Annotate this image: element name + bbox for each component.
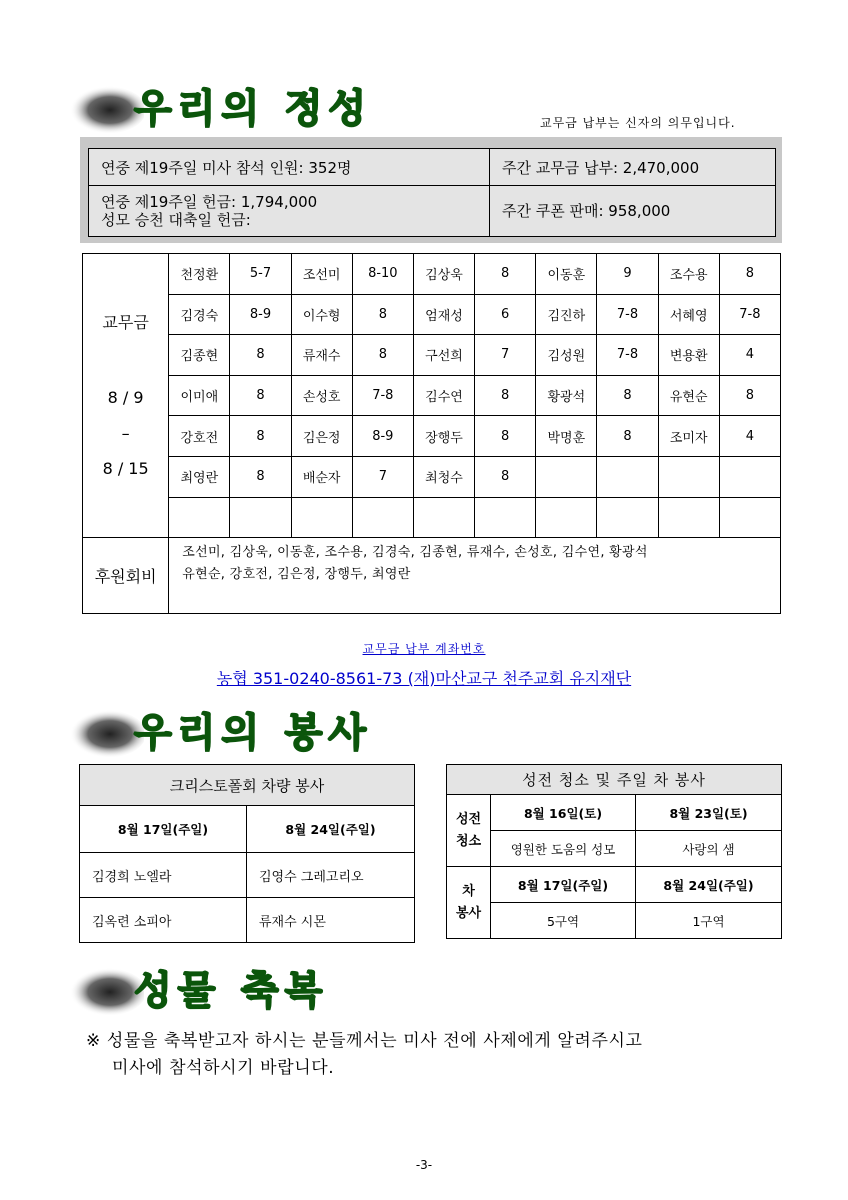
month-range: 8 — [230, 416, 291, 457]
month-range — [352, 497, 413, 538]
month-range — [230, 497, 291, 538]
volunteer-name: 김옥련 소피아 — [80, 898, 247, 943]
period-start: 8 / 9 — [107, 388, 144, 408]
month-range: 8 — [230, 375, 291, 416]
account-number[interactable]: 농협 351-0240-8561-73 (재)마산교구 천주교회 유지재단 — [216, 669, 632, 688]
donor-name: 배순자 — [291, 456, 352, 497]
volunteer-name: 류재수 시몬 — [247, 898, 415, 943]
month-range: 8 — [719, 254, 780, 295]
month-range: 8 — [230, 335, 291, 376]
label-line: 청소 — [455, 833, 482, 849]
month-range: 7-8 — [597, 294, 658, 335]
month-range — [719, 456, 780, 497]
label-line: 차 — [462, 883, 475, 899]
month-range: 8 — [352, 294, 413, 335]
month-range: 8 — [352, 335, 413, 376]
cleaning-service-table — [446, 764, 782, 939]
donor-name: 천정환 — [169, 254, 230, 295]
smudge-icon — [62, 708, 144, 758]
table-row — [83, 294, 781, 335]
donor-name: 강호전 — [169, 416, 230, 457]
month-range: 8 — [597, 416, 658, 457]
table-title: 성전 청소 및 주일 차 봉사 — [447, 765, 782, 795]
donor-name: 손성호 — [291, 375, 352, 416]
donor-name: 김종현 — [169, 335, 230, 376]
table-row — [83, 497, 781, 538]
donor-name: 이미애 — [169, 375, 230, 416]
date-header: 8월 23일(토) — [636, 795, 782, 831]
weekly-dues-cell: 주간 교무금 납부: 2,470,000 — [490, 149, 776, 186]
donor-name: 김진하 — [536, 294, 597, 335]
donor-name: 장행두 — [413, 416, 474, 457]
date-header: 8월 24일(주일) — [247, 806, 415, 853]
section-header-service — [62, 700, 382, 760]
sponsor-names — [169, 538, 781, 614]
sponsor-row — [83, 538, 781, 614]
donor-name: 조수용 — [658, 254, 719, 295]
month-range: 7-8 — [719, 294, 780, 335]
period-end: 8 / 15 — [102, 458, 149, 478]
donor-name: 구선희 — [413, 335, 474, 376]
donor-name: 조선미 — [291, 254, 352, 295]
offering-period-cell — [83, 254, 169, 538]
vehicle-service-table — [79, 764, 415, 943]
month-range: 8-10 — [352, 254, 413, 295]
label-line: 봉사 — [455, 905, 482, 921]
donor-name — [658, 456, 719, 497]
tagline: 교무금 납부는 신자의 의무입니다. — [540, 116, 736, 130]
month-range: 7-8 — [352, 375, 413, 416]
month-range: 8-9 — [230, 294, 291, 335]
notice-line: 미사에 참석하시기 바랍니다. — [112, 1058, 335, 1078]
date-header: 8월 17일(주일) — [80, 806, 247, 853]
month-range: 8 — [475, 254, 536, 295]
month-range: 4 — [719, 335, 780, 376]
donor-name: 황광석 — [536, 375, 597, 416]
table-row — [83, 335, 781, 376]
month-range: 7 — [475, 335, 536, 376]
date-header: 8월 16일(토) — [491, 795, 636, 831]
donor-name: 김은정 — [291, 416, 352, 457]
month-range: 6 — [475, 294, 536, 335]
collection-line: 성모 승천 대축일 헌금: — [101, 211, 251, 229]
date-header: 8월 24일(주일) — [636, 867, 782, 903]
month-range — [719, 497, 780, 538]
spacer — [83, 356, 168, 386]
smudge-icon — [62, 84, 144, 134]
volunteer-name: 김영수 그레고리오 — [247, 853, 415, 898]
donor-name — [658, 497, 719, 538]
donor-name: 박명훈 — [536, 416, 597, 457]
month-range: 8 — [597, 375, 658, 416]
donor-name: 김상욱 — [413, 254, 474, 295]
volunteer-name: 김경희 노엘라 — [80, 853, 247, 898]
section-header-offering — [62, 76, 382, 136]
assigned-group: 사랑의 샘 — [636, 831, 782, 867]
donor-name: 류재수 — [291, 335, 352, 376]
assigned-group: 5구역 — [491, 903, 636, 939]
car-service-label — [447, 867, 491, 939]
donor-name: 김경숙 — [169, 294, 230, 335]
donor-name: 최영란 — [169, 456, 230, 497]
attendance-cell: 연중 제19주일 미사 참석 인원: 352명 — [89, 149, 490, 186]
month-range: 7 — [352, 456, 413, 497]
donor-name — [536, 497, 597, 538]
donor-name: 변용환 — [658, 335, 719, 376]
month-range: 7-8 — [597, 335, 658, 376]
month-range: 4 — [719, 416, 780, 457]
page-number: -3- — [415, 1158, 433, 1172]
donor-name: 유현순 — [658, 375, 719, 416]
offering-table — [82, 253, 781, 614]
assigned-group: 영원한 도움의 성모 — [491, 831, 636, 867]
donor-name: 이수형 — [291, 294, 352, 335]
label-line: 성전 — [455, 811, 482, 827]
section-title: 성물 축복 — [134, 969, 329, 1014]
section-header-blessing — [62, 958, 382, 1018]
donor-name: 엄재성 — [413, 294, 474, 335]
month-range: 8 — [475, 375, 536, 416]
blessing-notice — [86, 1028, 643, 1082]
donor-name: 최청수 — [413, 456, 474, 497]
donor-name: 서혜영 — [658, 294, 719, 335]
month-range — [597, 497, 658, 538]
donor-name: 이동훈 — [536, 254, 597, 295]
table-row — [83, 416, 781, 457]
month-range: 8 — [230, 456, 291, 497]
coupon-cell: 주간 쿠폰 판매: 958,000 — [490, 186, 776, 237]
donor-name: 조미자 — [658, 416, 719, 457]
month-range — [475, 497, 536, 538]
collection-cell — [89, 186, 490, 237]
donor-name — [413, 497, 474, 538]
table-title: 크리스토폴회 차량 봉사 — [80, 765, 415, 806]
account-label[interactable]: 교무금 납부 계좌번호 — [362, 642, 486, 656]
donor-name: 김수연 — [413, 375, 474, 416]
month-range: 8 — [475, 456, 536, 497]
sponsor-line: 조선미, 김상욱, 이동훈, 조수용, 김경숙, 김종현, 류재수, 손성호, 김수연, 황광석 — [182, 545, 648, 561]
donor-name: 김성원 — [536, 335, 597, 376]
sponsor-label: 후원회비 — [83, 538, 169, 614]
section-title: 우리의 봉사 — [134, 711, 372, 756]
table-row — [83, 254, 781, 295]
collection-line: 연중 제19주일 헌금: 1,794,000 — [101, 193, 318, 211]
cleaning-label — [447, 795, 491, 867]
table-row — [83, 375, 781, 416]
summary-table — [88, 148, 776, 237]
assigned-group: 1구역 — [636, 903, 782, 939]
month-range: 8 — [475, 416, 536, 457]
smudge-icon — [62, 966, 144, 1016]
sponsor-line: 유현순, 강호전, 김은정, 장행두, 최영란 — [182, 567, 411, 583]
month-range: 8-9 — [352, 416, 413, 457]
donor-name — [291, 497, 352, 538]
table-row — [83, 456, 781, 497]
month-range — [597, 456, 658, 497]
offering-label: 교무금 — [102, 313, 149, 333]
date-header: 8월 17일(주일) — [491, 867, 636, 903]
section-title: 우리의 정성 — [134, 87, 372, 132]
period-separator: – — [121, 423, 130, 443]
notice-line: ※ 성물을 축복받고자 하시는 분들께서는 미사 전에 사제에게 알려주시고 — [86, 1031, 643, 1051]
month-range: 8 — [719, 375, 780, 416]
donor-name — [536, 456, 597, 497]
month-range: 5-7 — [230, 254, 291, 295]
donor-name — [169, 497, 230, 538]
month-range: 9 — [597, 254, 658, 295]
